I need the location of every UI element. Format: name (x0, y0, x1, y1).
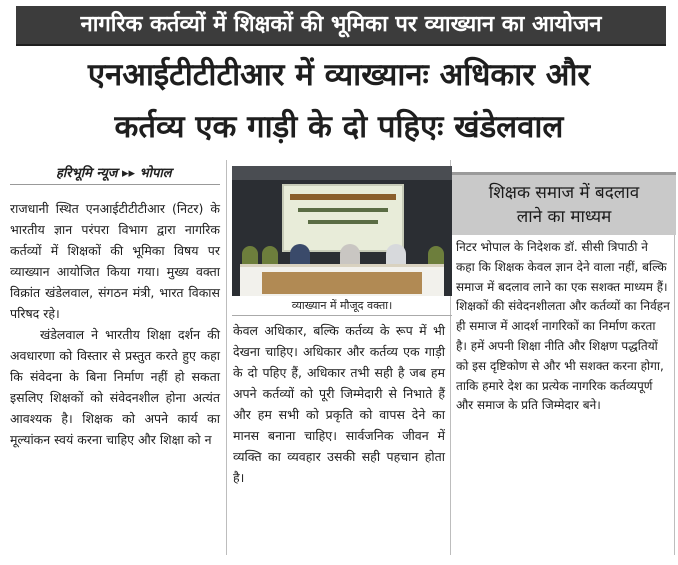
kicker-bar (16, 6, 666, 46)
sidebar-title-line-1: शिक्षक समाज में बदलाव (488, 183, 640, 203)
left-paragraph-2: खंडेलवाल ने भारतीय शिक्षा दर्शन की अवधारणा को विस्तार से प्रस्तुत करते हुए कहा कि संवेदना के बिना निर्माण नहीं हो सकता इसलिए शिक्षकों को संवेदनशील होना अत्यंत आवश्यक है। शिक्षक को अपने कार्य का मूल्यांकन स्वयं करना चाहिए और शिक्षा को न (10, 327, 220, 447)
sidebar-heading-box (452, 172, 676, 235)
middle-column (233, 320, 445, 488)
left-paragraph-1: राजधानी स्थित एनआईटीटीटीआर (निटर) के भारतीय ज्ञान परंपरा विभाग द्वारा नागरिक कर्तव्यों में शिक्षकों की भूमिका विषय पर व्याख्यान आयोजित किया गया। मुख्य वक्ता विक्रांत खंडेलवाल, संगठन मंत्री, भारत विकास परिषद रहे। (10, 201, 220, 321)
byline-rule (10, 184, 220, 185)
sidebar-title (452, 181, 676, 229)
left-column (10, 198, 220, 450)
headline-line-2: कर्तव्य एक गाड़ी के दो पहिएः खंडेलवाल (114, 109, 564, 145)
column-divider (226, 160, 227, 555)
middle-paragraph: केवल अधिकार, बल्कि कर्तव्य के रूप में भी देखना चाहिए। अधिकार और कर्तव्य एक गाड़ी के दो पहिए हैं, अधिकार तभी सही है जब हम अपने कर्तव्यों को पूरी जिम्मेदारी से निभाते हैं और हम सभी को प्रकृति को वापस देने का मानस बनाना चाहिए। सार्वजनिक जीवन में व्यक्ति का व्यवहार उसकी सही पहचान होता है। (233, 323, 445, 485)
photo-projection-screen (282, 184, 404, 252)
photo-ceiling (232, 166, 452, 180)
event-photo (232, 166, 452, 296)
headline-line-1: एनआईटीटीटीआर में व्याख्यानः अधिकार और (87, 57, 591, 93)
kicker-text: नागरिक कर्तव्यों में शिक्षकों की भूमिका पर व्याख्यान का आयोजन (80, 12, 602, 37)
photo-table-front (262, 272, 422, 294)
sidebar-paragraph: निटर भोपाल के निदेशक डॉ. सीसी त्रिपाठी ने कहा कि शिक्षक केवल ज्ञान देने वाला नहीं, बल्कि समाज में बदलाव लाने का एक सशक्त माध्यम हैं। शिक्षकों की संवेदनशीलता और कर्तव्यों का निर्वहन ही समाज में आदर्श नागरिकों का निर्माण करता है। हमें अपनी शिक्षा नीति और शिक्षण पद्धतियों को इस दृष्टिकोण से और भी सशक्त करना होगा, ताकि हमारे देश का प्रत्येक नागरिक कर्तव्यपूर्ण और समाज के प्रति जिम्मेदार बने। (456, 240, 670, 413)
photo-caption: व्याख्यान में मौजूद वक्ता। (232, 297, 452, 316)
byline: हरिभूमि न्यूज ▸▸ भोपाल (56, 166, 172, 181)
sidebar-column (456, 238, 670, 416)
sidebar-title-line-2: लाने का माध्यम (516, 207, 612, 227)
